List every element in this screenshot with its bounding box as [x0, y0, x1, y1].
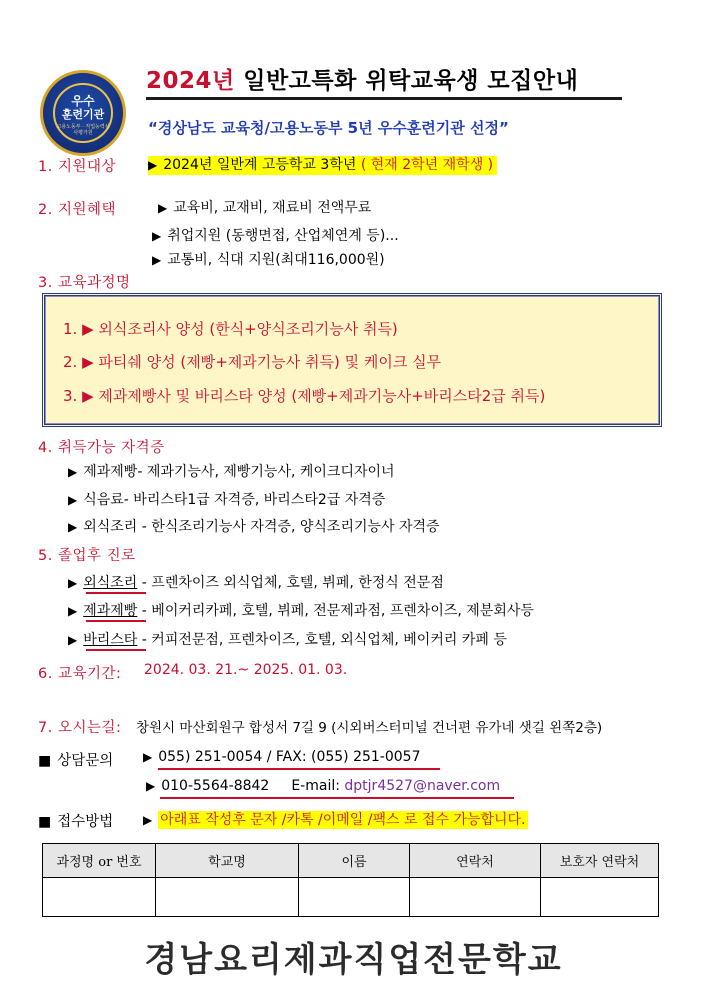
col-course: 과정명 or 번호: [43, 844, 156, 878]
career-key-underline: [86, 592, 146, 594]
arrow-right-icon: ▶: [152, 253, 162, 267]
cell-school[interactable]: [156, 878, 299, 917]
table-row: [43, 878, 659, 917]
benefit-item: [158, 197, 371, 217]
section-1-text: 2024년 일반계 고등학교 3학년: [163, 157, 357, 173]
phone-underline: [158, 768, 440, 770]
email-label: E-mail:: [291, 778, 340, 794]
course-item: 3. ▶ 제과제빵사 및 바리스타 양성 (제빵+제과기능사+바리스타2급 취득): [63, 387, 546, 405]
arrow-right-icon: ▶: [158, 201, 168, 215]
career-item: [68, 629, 507, 649]
certificate-text: 제과제빵- 제과기능사, 제빵기능사, 케이크디자이너: [83, 464, 395, 480]
certificate-text: 외식조리 - 한식조리기능사 자격증, 양식조리기능사 자격증: [83, 519, 440, 535]
section-5-label: 5. 졸업후 진로: [38, 548, 136, 564]
arrow-right-icon: ▶: [68, 633, 78, 647]
career-text: - 프렌차이즈 외식업체, 호텔, 뷔페, 한정식 전문점: [137, 575, 444, 591]
section-7-label: 7. 오시는길:: [38, 720, 122, 736]
certificate-item: [68, 489, 385, 509]
email-address[interactable]: dptjr4527@naver.com: [344, 778, 501, 794]
contact-mobile-row: [146, 778, 500, 794]
cell-guardian-phone[interactable]: [541, 878, 659, 917]
career-text: - 커피전문점, 프렌차이즈, 호텔, 외식업체, 베이커리 카페 등: [137, 632, 507, 648]
career-item: [68, 572, 444, 592]
arrow-right-icon: ▶: [148, 158, 158, 172]
career-key: 제과제빵: [83, 603, 138, 619]
seal-text-top: 우수: [71, 94, 95, 108]
application-form-table: [42, 843, 659, 917]
benefit-item: [152, 225, 399, 245]
school-name-footer: 경남요리제과직업전문학교: [144, 940, 563, 980]
career-item: [68, 600, 534, 620]
career-key: 외식조리: [83, 575, 138, 591]
section-1-label: 1. 지원대상: [38, 159, 116, 175]
course-item: 2. ▶ 파티쉐 양성 (제빵+제과기능사 취득) 및 케이크 실무: [63, 353, 442, 371]
career-key: 바리스타: [83, 632, 138, 648]
benefit-text: 교육비, 교재비, 재료비 전액무료: [173, 200, 372, 216]
course-box: [42, 293, 662, 427]
arrow-right-icon: ▶: [68, 465, 78, 479]
arrow-right-icon: ▶: [68, 604, 78, 618]
col-phone: 연락처: [410, 844, 541, 878]
certificate-item: [68, 461, 395, 481]
benefit-text: 교통비, 식대 지원(최대116,000원): [167, 252, 385, 268]
arrow-right-icon: ▶: [68, 493, 78, 507]
arrow-right-icon: ▶: [68, 576, 78, 590]
seal-text-small: 고용노동부 · 직업능력심사평가원: [56, 124, 110, 136]
apply-method-row: [143, 809, 528, 829]
course-item: 1. ▶ 외식조리사 양성 (한식+양식조리기능사 취득): [63, 320, 398, 338]
phone-fax: 055) 251-0054 / FAX: (055) 251-0057: [158, 749, 421, 765]
title-text: 일반고특화 위탁교육생 모집안내: [234, 68, 579, 94]
seal-text-main: 훈련기관: [61, 108, 105, 121]
col-school: 학교명: [156, 844, 299, 878]
page-subtitle: “경상남도 교육청/고용노동부 5년 우수훈련기관 선정”: [148, 119, 509, 137]
contact-label: 상담문의: [57, 753, 114, 769]
arrow-right-icon: ▶: [143, 813, 153, 827]
square-bullet-icon: ■: [38, 814, 52, 830]
career-key-underline: [86, 620, 146, 622]
col-guardian-phone: 보호자 연락처: [541, 844, 659, 878]
section-6-label: 6. 교육기간:: [38, 666, 122, 682]
title-underline: [146, 97, 622, 100]
mobile-number: 010-5564-8842: [161, 778, 270, 794]
section-1-highlight: [148, 156, 497, 175]
arrow-right-icon: ▶: [143, 750, 153, 764]
table-header-row: [43, 844, 659, 878]
arrow-right-icon: ▶: [152, 229, 162, 243]
square-bullet-icon: ■: [38, 753, 52, 769]
title-year: 2024년: [146, 68, 235, 94]
benefit-text: 취업지원 (동행면접, 산업체연계 등)...: [167, 228, 399, 244]
section-4-label: 4. 취득가능 자격증: [38, 440, 165, 456]
certificate-text: 식음료- 바리스타1급 자격증, 바리스타2급 자격증: [83, 492, 386, 508]
cell-phone[interactable]: [410, 878, 541, 917]
certificate-item: [68, 516, 440, 536]
seal-inner-ring: [53, 83, 113, 143]
career-text: - 베이커리카페, 호텔, 뷔페, 전문제과점, 프렌차이즈, 제분회사등: [137, 603, 534, 619]
cell-course[interactable]: [43, 878, 156, 917]
section-1-content: [148, 154, 497, 174]
section-2-label: 2. 지원혜택: [38, 202, 116, 218]
cell-name[interactable]: [299, 878, 410, 917]
training-institution-seal: [40, 70, 126, 156]
benefit-item: [152, 249, 385, 269]
address: 창원시 마산회원구 합성서 7길 9 (시외버스터미널 건너편 유가네 샛길 왼쪽2층): [136, 720, 603, 736]
page-title: [146, 62, 578, 95]
col-name: 이름: [299, 844, 410, 878]
arrow-right-icon: ▶: [68, 520, 78, 534]
mobile-underline: [160, 797, 514, 799]
contact-phone-row: [143, 749, 421, 765]
contact-label-row: [38, 749, 113, 770]
career-key-underline: [86, 649, 146, 651]
apply-label-row: [38, 810, 113, 831]
section-3-label: 3. 교육과정명: [38, 275, 131, 291]
education-period: 2024. 03. 21.~ 2025. 01. 03.: [144, 662, 348, 678]
section-1-paren: ( 현재 2학년 재학생 ): [360, 157, 494, 173]
apply-method-text: 아래표 작성후 문자 /카톡 /이메일 /팩스 로 접수 가능합니다.: [160, 812, 526, 828]
arrow-right-icon: ▶: [146, 779, 156, 793]
apply-label: 접수방법: [57, 814, 114, 830]
